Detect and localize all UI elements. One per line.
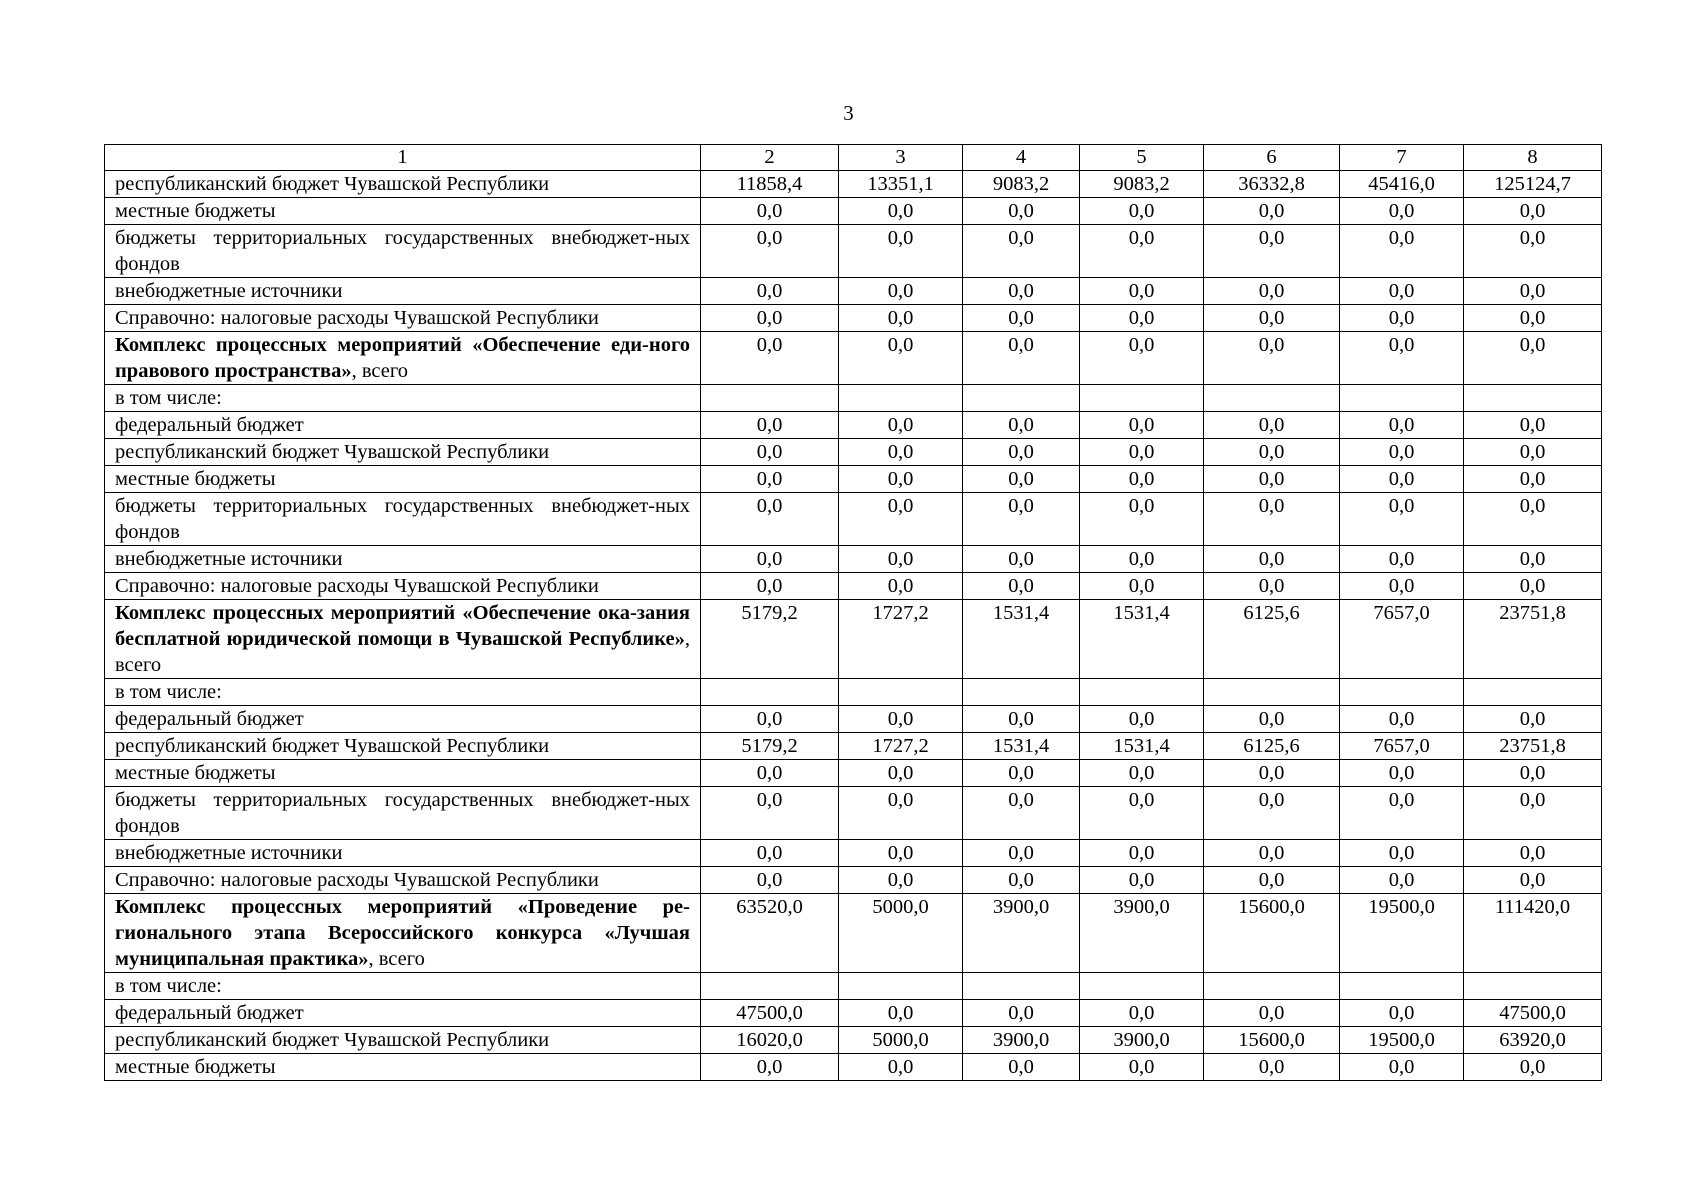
table-row xyxy=(105,466,1602,493)
value-cell: 1727,2 xyxy=(839,600,963,679)
value-cell: 3900,0 xyxy=(1080,1027,1204,1054)
value-cell: 0,0 xyxy=(701,546,839,573)
row-label-text: республиканский бюджет Чувашской Республики xyxy=(115,173,550,195)
value-cell: 0,0 xyxy=(1340,840,1464,867)
value-cell: 45416,0 xyxy=(1340,171,1464,198)
value-cell: 6125,6 xyxy=(1204,600,1340,679)
value-cell: 63920,0 xyxy=(1464,1027,1602,1054)
row-label xyxy=(105,760,701,787)
value-cell xyxy=(1340,973,1464,1000)
value-cell: 0,0 xyxy=(701,867,839,894)
row-label-text: в том числе: xyxy=(115,975,222,997)
value-cell: 0,0 xyxy=(1204,332,1340,385)
value-cell xyxy=(1464,973,1602,1000)
row-label-text: бюджеты территориальных государственных внебюджет-ных фондов xyxy=(115,227,690,275)
table-row xyxy=(105,867,1602,894)
value-cell: 0,0 xyxy=(839,493,963,546)
value-cell: 0,0 xyxy=(1464,706,1602,733)
value-cell: 0,0 xyxy=(1464,546,1602,573)
value-cell: 0,0 xyxy=(963,305,1080,332)
value-cell: 0,0 xyxy=(1340,466,1464,493)
value-cell: 0,0 xyxy=(1080,706,1204,733)
value-cell: 0,0 xyxy=(1464,278,1602,305)
value-cell: 1531,4 xyxy=(963,600,1080,679)
value-cell: 7657,0 xyxy=(1340,733,1464,760)
value-cell: 0,0 xyxy=(963,840,1080,867)
value-cell: 0,0 xyxy=(701,466,839,493)
table-row xyxy=(105,305,1602,332)
value-cell: 0,0 xyxy=(1204,1054,1340,1081)
value-cell: 0,0 xyxy=(963,278,1080,305)
table-row xyxy=(105,546,1602,573)
row-label xyxy=(105,332,701,385)
value-cell: 0,0 xyxy=(1204,1000,1340,1027)
value-cell: 0,0 xyxy=(1464,412,1602,439)
value-cell: 0,0 xyxy=(839,1000,963,1027)
value-cell: 0,0 xyxy=(1080,1000,1204,1027)
column-header: 3 xyxy=(839,145,963,171)
column-header: 8 xyxy=(1464,145,1602,171)
row-label xyxy=(105,305,701,332)
row-label xyxy=(105,225,701,278)
value-cell: 0,0 xyxy=(839,466,963,493)
row-label-text: местные бюджеты xyxy=(115,468,276,490)
value-cell: 0,0 xyxy=(963,1000,1080,1027)
value-cell: 0,0 xyxy=(701,706,839,733)
value-cell: 0,0 xyxy=(701,198,839,225)
value-cell: 0,0 xyxy=(1204,760,1340,787)
table-row xyxy=(105,493,1602,546)
table-row-subheading xyxy=(105,385,1602,412)
value-cell: 0,0 xyxy=(1080,1054,1204,1081)
row-label-text: местные бюджеты xyxy=(115,200,276,222)
row-label-text: внебюджетные источники xyxy=(115,548,343,570)
value-cell: 0,0 xyxy=(963,1054,1080,1081)
value-cell: 0,0 xyxy=(701,412,839,439)
value-cell xyxy=(963,385,1080,412)
value-cell: 0,0 xyxy=(1080,573,1204,600)
value-cell: 1531,4 xyxy=(1080,600,1204,679)
value-cell: 0,0 xyxy=(963,706,1080,733)
row-label xyxy=(105,1027,701,1054)
value-cell: 23751,8 xyxy=(1464,733,1602,760)
value-cell: 5000,0 xyxy=(839,894,963,973)
column-header: 2 xyxy=(701,145,839,171)
row-label xyxy=(105,600,701,679)
value-cell: 0,0 xyxy=(839,706,963,733)
column-number-row xyxy=(105,145,1602,171)
value-cell: 0,0 xyxy=(839,840,963,867)
value-cell: 0,0 xyxy=(963,198,1080,225)
value-cell: 0,0 xyxy=(701,840,839,867)
value-cell xyxy=(701,973,839,1000)
value-cell: 0,0 xyxy=(701,332,839,385)
value-cell: 0,0 xyxy=(1340,760,1464,787)
value-cell: 0,0 xyxy=(1204,439,1340,466)
table-row xyxy=(105,1000,1602,1027)
value-cell: 0,0 xyxy=(1340,225,1464,278)
value-cell: 0,0 xyxy=(701,1054,839,1081)
column-header: 7 xyxy=(1340,145,1464,171)
value-cell: 125124,7 xyxy=(1464,171,1602,198)
value-cell: 19500,0 xyxy=(1340,894,1464,973)
row-label xyxy=(105,894,701,973)
value-cell xyxy=(963,679,1080,706)
value-cell: 0,0 xyxy=(839,198,963,225)
column-header: 5 xyxy=(1080,145,1204,171)
value-cell: 0,0 xyxy=(1080,787,1204,840)
table-row xyxy=(105,840,1602,867)
value-cell: 0,0 xyxy=(839,278,963,305)
value-cell: 0,0 xyxy=(1464,198,1602,225)
value-cell: 0,0 xyxy=(1080,278,1204,305)
value-cell: 0,0 xyxy=(1204,867,1340,894)
table-row xyxy=(105,171,1602,198)
value-cell: 0,0 xyxy=(1204,412,1340,439)
row-label-text: федеральный бюджет xyxy=(115,414,304,436)
row-label xyxy=(105,171,701,198)
value-cell: 0,0 xyxy=(701,573,839,600)
value-cell: 0,0 xyxy=(1340,439,1464,466)
row-label xyxy=(105,1054,701,1081)
value-cell: 0,0 xyxy=(701,493,839,546)
value-cell: 5179,2 xyxy=(701,600,839,679)
value-cell: 0,0 xyxy=(963,867,1080,894)
value-cell: 0,0 xyxy=(1340,787,1464,840)
value-cell: 0,0 xyxy=(963,439,1080,466)
value-cell: 7657,0 xyxy=(1340,600,1464,679)
value-cell: 0,0 xyxy=(1340,332,1464,385)
value-cell: 0,0 xyxy=(1080,546,1204,573)
row-label-text: бюджеты территориальных государственных внебюджет-ных фондов xyxy=(115,789,690,837)
row-label-text: Комплекс процессных мероприятий «Обеспечение еди-ного правового пространства» xyxy=(115,334,690,382)
value-cell: 0,0 xyxy=(1204,546,1340,573)
row-label xyxy=(105,439,701,466)
row-label xyxy=(105,278,701,305)
value-cell xyxy=(1464,385,1602,412)
value-cell: 0,0 xyxy=(839,787,963,840)
value-cell: 0,0 xyxy=(1204,466,1340,493)
value-cell: 0,0 xyxy=(963,493,1080,546)
row-label xyxy=(105,573,701,600)
value-cell: 0,0 xyxy=(1464,867,1602,894)
value-cell: 0,0 xyxy=(1080,840,1204,867)
table-row xyxy=(105,787,1602,840)
value-cell: 0,0 xyxy=(963,573,1080,600)
value-cell: 0,0 xyxy=(1080,225,1204,278)
table-row-complex xyxy=(105,894,1602,973)
table-body xyxy=(105,145,1602,1081)
row-label xyxy=(105,546,701,573)
value-cell: 0,0 xyxy=(1340,198,1464,225)
value-cell: 13351,1 xyxy=(839,171,963,198)
value-cell xyxy=(1340,679,1464,706)
table-row xyxy=(105,412,1602,439)
page-number: 3 xyxy=(843,101,854,125)
row-label-text: республиканский бюджет Чувашской Республики xyxy=(115,441,550,463)
value-cell: 0,0 xyxy=(963,332,1080,385)
value-cell: 0,0 xyxy=(1464,332,1602,385)
value-cell: 0,0 xyxy=(1080,439,1204,466)
value-cell: 0,0 xyxy=(1080,198,1204,225)
row-label xyxy=(105,466,701,493)
value-cell: 0,0 xyxy=(1080,412,1204,439)
value-cell: 15600,0 xyxy=(1204,894,1340,973)
value-cell xyxy=(1204,385,1340,412)
value-cell: 0,0 xyxy=(1204,573,1340,600)
value-cell: 0,0 xyxy=(1464,840,1602,867)
value-cell: 0,0 xyxy=(1464,573,1602,600)
value-cell: 0,0 xyxy=(701,278,839,305)
row-label xyxy=(105,840,701,867)
value-cell: 0,0 xyxy=(839,332,963,385)
row-label-text: в том числе: xyxy=(115,681,222,703)
value-cell: 0,0 xyxy=(839,867,963,894)
value-cell xyxy=(1464,679,1602,706)
value-cell: 0,0 xyxy=(1340,706,1464,733)
row-label-suffix: , всего xyxy=(115,628,690,676)
table-row xyxy=(105,278,1602,305)
value-cell: 0,0 xyxy=(1080,867,1204,894)
value-cell: 0,0 xyxy=(1080,332,1204,385)
row-label-text: Справочно: налоговые расходы Чувашской Республики xyxy=(115,575,599,597)
row-label-text: федеральный бюджет xyxy=(115,708,304,730)
value-cell: 3900,0 xyxy=(963,894,1080,973)
value-cell: 0,0 xyxy=(701,225,839,278)
value-cell: 0,0 xyxy=(839,412,963,439)
value-cell: 0,0 xyxy=(1340,573,1464,600)
table-row xyxy=(105,198,1602,225)
value-cell: 0,0 xyxy=(1204,840,1340,867)
table-row-subheading xyxy=(105,973,1602,1000)
value-cell: 0,0 xyxy=(1340,546,1464,573)
table-row xyxy=(105,706,1602,733)
value-cell: 19500,0 xyxy=(1340,1027,1464,1054)
value-cell: 0,0 xyxy=(839,546,963,573)
row-label xyxy=(105,412,701,439)
value-cell: 0,0 xyxy=(1340,493,1464,546)
row-label xyxy=(105,1000,701,1027)
table-row-complex xyxy=(105,600,1602,679)
row-label-text: внебюджетные источники xyxy=(115,842,343,864)
table-row xyxy=(105,733,1602,760)
value-cell: 0,0 xyxy=(1464,439,1602,466)
row-label xyxy=(105,867,701,894)
value-cell xyxy=(839,679,963,706)
value-cell xyxy=(963,973,1080,1000)
value-cell: 0,0 xyxy=(1464,225,1602,278)
value-cell: 0,0 xyxy=(839,439,963,466)
value-cell: 0,0 xyxy=(1464,493,1602,546)
value-cell: 36332,8 xyxy=(1204,171,1340,198)
row-label-text: в том числе: xyxy=(115,387,222,409)
value-cell: 0,0 xyxy=(963,466,1080,493)
row-label xyxy=(105,787,701,840)
table-row-complex xyxy=(105,332,1602,385)
value-cell xyxy=(1080,385,1204,412)
value-cell: 0,0 xyxy=(1340,278,1464,305)
value-cell: 0,0 xyxy=(1204,278,1340,305)
row-label xyxy=(105,706,701,733)
value-cell xyxy=(1204,679,1340,706)
row-label xyxy=(105,733,701,760)
column-header: 1 xyxy=(105,145,701,171)
value-cell: 0,0 xyxy=(839,760,963,787)
value-cell: 0,0 xyxy=(1204,787,1340,840)
value-cell: 0,0 xyxy=(1464,466,1602,493)
value-cell: 16020,0 xyxy=(701,1027,839,1054)
column-header: 4 xyxy=(963,145,1080,171)
value-cell: 3900,0 xyxy=(963,1027,1080,1054)
value-cell: 0,0 xyxy=(1340,1000,1464,1027)
value-cell: 23751,8 xyxy=(1464,600,1602,679)
value-cell: 0,0 xyxy=(963,412,1080,439)
value-cell: 0,0 xyxy=(963,787,1080,840)
table-row xyxy=(105,760,1602,787)
table-row-subheading xyxy=(105,679,1602,706)
value-cell: 0,0 xyxy=(701,760,839,787)
table-row xyxy=(105,1054,1602,1081)
value-cell: 0,0 xyxy=(701,305,839,332)
value-cell: 0,0 xyxy=(963,760,1080,787)
value-cell: 0,0 xyxy=(701,439,839,466)
row-label-text: Комплекс процессных мероприятий «Обеспечение ока-зания бесплатной юридической помощи в Чувашской Республике» xyxy=(115,602,690,650)
value-cell: 0,0 xyxy=(1204,198,1340,225)
value-cell: 0,0 xyxy=(1080,493,1204,546)
row-label-text: республиканский бюджет Чувашской Республики xyxy=(115,735,550,757)
budget-table xyxy=(104,144,1602,1081)
value-cell: 0,0 xyxy=(1340,305,1464,332)
row-label xyxy=(105,973,701,1000)
value-cell: 0,0 xyxy=(1204,225,1340,278)
value-cell: 0,0 xyxy=(1464,1054,1602,1081)
value-cell: 0,0 xyxy=(1080,466,1204,493)
value-cell: 0,0 xyxy=(1464,760,1602,787)
value-cell: 0,0 xyxy=(839,573,963,600)
value-cell: 0,0 xyxy=(963,225,1080,278)
value-cell xyxy=(701,385,839,412)
value-cell: 0,0 xyxy=(1080,305,1204,332)
row-label-text: Справочно: налоговые расходы Чувашской Республики xyxy=(115,307,599,329)
row-label-text: внебюджетные источники xyxy=(115,280,343,302)
value-cell: 0,0 xyxy=(1204,706,1340,733)
value-cell: 0,0 xyxy=(701,787,839,840)
row-label-text: местные бюджеты xyxy=(115,1056,276,1078)
table-row xyxy=(105,1027,1602,1054)
table-row xyxy=(105,573,1602,600)
row-label xyxy=(105,679,701,706)
value-cell: 9083,2 xyxy=(1080,171,1204,198)
row-label-text: Комплекс процессных мероприятий «Проведение ре-гионального этапа Всероссийского конкурса «Лучшая муниципальная практика» xyxy=(115,896,690,970)
value-cell: 3900,0 xyxy=(1080,894,1204,973)
row-label xyxy=(105,198,701,225)
value-cell: 5000,0 xyxy=(839,1027,963,1054)
value-cell: 6125,6 xyxy=(1204,733,1340,760)
value-cell: 9083,2 xyxy=(963,171,1080,198)
value-cell: 0,0 xyxy=(963,546,1080,573)
row-label-text: местные бюджеты xyxy=(115,762,276,784)
value-cell xyxy=(839,973,963,1000)
table-row xyxy=(105,225,1602,278)
value-cell: 0,0 xyxy=(1340,867,1464,894)
value-cell: 1531,4 xyxy=(963,733,1080,760)
row-label-text: Справочно: налоговые расходы Чувашской Республики xyxy=(115,869,599,891)
value-cell: 0,0 xyxy=(839,225,963,278)
row-label-text: бюджеты территориальных государственных внебюджет-ных фондов xyxy=(115,495,690,543)
value-cell: 0,0 xyxy=(1204,305,1340,332)
row-label xyxy=(105,493,701,546)
row-label-text: федеральный бюджет xyxy=(115,1002,304,1024)
value-cell: 63520,0 xyxy=(701,894,839,973)
row-label-suffix: , всего xyxy=(368,948,425,970)
value-cell: 15600,0 xyxy=(1204,1027,1340,1054)
value-cell xyxy=(839,385,963,412)
value-cell: 0,0 xyxy=(1464,787,1602,840)
value-cell: 11858,4 xyxy=(701,171,839,198)
value-cell: 0,0 xyxy=(1204,493,1340,546)
value-cell: 111420,0 xyxy=(1464,894,1602,973)
value-cell: 0,0 xyxy=(839,305,963,332)
row-label-suffix: , всего xyxy=(351,360,408,382)
value-cell: 1531,4 xyxy=(1080,733,1204,760)
value-cell: 1727,2 xyxy=(839,733,963,760)
value-cell xyxy=(1080,679,1204,706)
column-header: 6 xyxy=(1204,145,1340,171)
value-cell: 0,0 xyxy=(1080,760,1204,787)
value-cell: 5179,2 xyxy=(701,733,839,760)
value-cell xyxy=(1340,385,1464,412)
value-cell: 0,0 xyxy=(839,1054,963,1081)
row-label xyxy=(105,385,701,412)
value-cell xyxy=(1204,973,1340,1000)
value-cell: 47500,0 xyxy=(701,1000,839,1027)
value-cell xyxy=(1080,973,1204,1000)
value-cell xyxy=(701,679,839,706)
table-row xyxy=(105,439,1602,466)
value-cell: 0,0 xyxy=(1340,412,1464,439)
value-cell: 0,0 xyxy=(1464,305,1602,332)
value-cell: 47500,0 xyxy=(1464,1000,1602,1027)
value-cell: 0,0 xyxy=(1340,1054,1464,1081)
row-label-text: республиканский бюджет Чувашской Республики xyxy=(115,1029,550,1051)
